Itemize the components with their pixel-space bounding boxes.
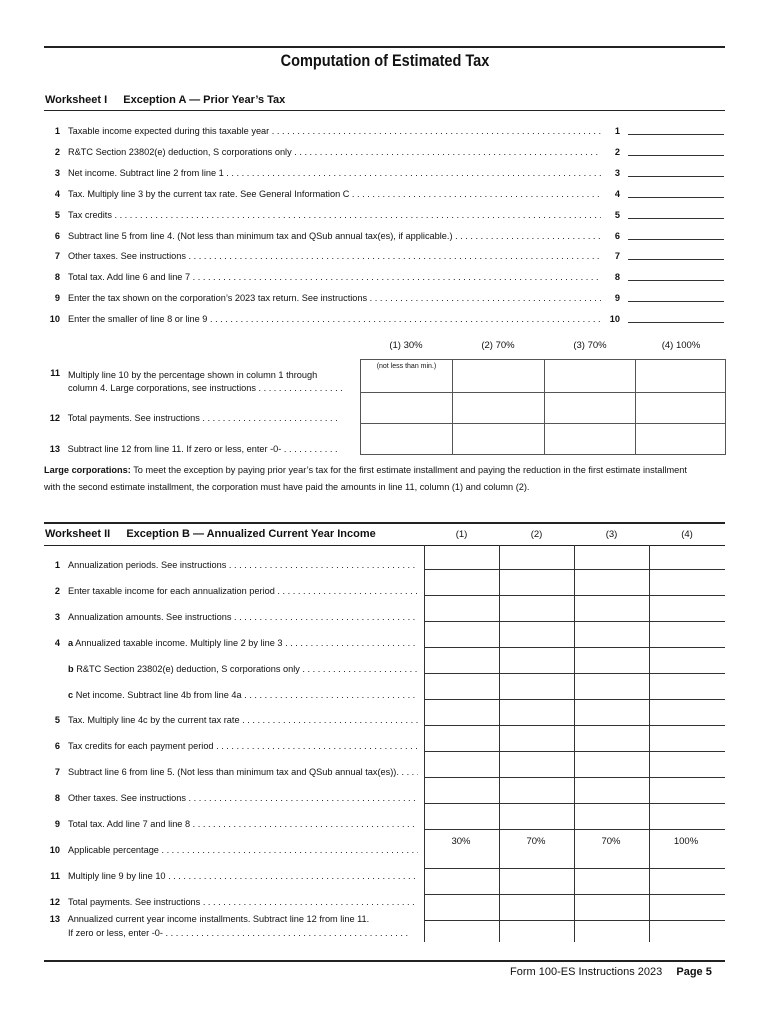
line-amount-field[interactable] xyxy=(628,176,724,177)
line-number: 5 xyxy=(54,210,60,220)
ws1-line11: 11 xyxy=(50,368,60,378)
line-number: 1 xyxy=(54,126,60,136)
ws2-row-rule xyxy=(424,725,725,726)
ws2-col-divider xyxy=(499,545,500,942)
ws2-line13: 13 Annualized current year income installments. Subtract line 12 from line 11. xyxy=(49,914,370,924)
ws1-line-9 xyxy=(46,291,726,305)
line-text: Subtract line 6 from line 5. (Not less than minimum tax and QSub annual tax(es)). . . . xyxy=(68,767,418,777)
worksheet-1-title: Exception A — Prior Year’s Tax xyxy=(123,94,286,106)
line-number: 9 xyxy=(54,819,60,829)
line-ref: 3 xyxy=(614,168,620,178)
line-number: 8 xyxy=(54,272,60,282)
footer xyxy=(510,966,712,978)
line-text: Enter taxable income for each annualization period . . . xyxy=(68,586,418,596)
footer-rule xyxy=(44,960,725,962)
line-number: 1 xyxy=(54,560,60,570)
ws2-line-11 xyxy=(46,818,418,831)
line-text: Subtract line 5 from line 4. (Not less than minimum tax and QSub annual tax(es), if applicable.) . . . xyxy=(68,229,601,243)
line-text: Annualization periods. See instructions . . . xyxy=(68,560,418,570)
ws2-line-7 xyxy=(46,714,418,727)
line-number: 9 xyxy=(54,293,60,303)
ws1-line-10 xyxy=(46,312,726,326)
ws1-line11-col1[interactable] xyxy=(361,360,453,393)
line-number: 6 xyxy=(54,741,60,751)
line-text: Multiply line 9 by line 10 . . . xyxy=(68,871,418,881)
line-text: Net income. Subtract line 4b from line 4a . . . xyxy=(76,690,418,700)
line-sub-letter: a xyxy=(68,638,74,648)
ws2-pct-col2: 70% xyxy=(526,836,546,847)
footer-form: Form 100-ES Instructions 2023 xyxy=(510,966,663,978)
line-text: Other taxes. See instructions . . . xyxy=(68,249,601,263)
line-number: 3 xyxy=(54,168,60,178)
ws2-line-2 xyxy=(46,585,418,598)
line-number: 6 xyxy=(54,231,60,241)
worksheet-2-top-rule xyxy=(44,522,725,524)
ws1-line11-col2[interactable] xyxy=(452,360,544,393)
line-number: 4 xyxy=(54,189,60,199)
ws1-line-5 xyxy=(46,208,726,222)
line-amount-field[interactable] xyxy=(628,134,724,135)
line-text: Enter the tax shown on the corporation’s 2023 tax return. See instructions . . . xyxy=(68,291,601,305)
page-title: Computation of Estimated Tax xyxy=(280,52,490,70)
ws2-col-header-2: (2) xyxy=(530,529,543,540)
ws2-col-header-4: (4) xyxy=(681,529,693,540)
ws2-row-rule xyxy=(424,868,725,869)
line-number: 12 xyxy=(49,897,60,907)
ws2-line-5 xyxy=(46,663,418,676)
top-rule xyxy=(44,46,725,48)
ws2-line-1 xyxy=(46,559,418,572)
ws1-line13-col1[interactable] xyxy=(361,424,453,455)
line-ref: 4 xyxy=(614,189,620,199)
ws2-row-rule xyxy=(424,803,725,804)
ws1-line-7 xyxy=(46,249,726,263)
min-tax-note: (not less than min.) xyxy=(376,363,437,370)
ws1-line11-col4[interactable] xyxy=(636,360,726,393)
ws2-line-8 xyxy=(46,740,418,753)
line-amount-field[interactable] xyxy=(628,280,724,281)
ws2-row-rule xyxy=(424,829,725,830)
ws2-pct-col3: 70% xyxy=(601,836,621,847)
ws2-row-rule xyxy=(424,569,725,570)
line-number: 10 xyxy=(49,314,60,324)
ws2-row-rule xyxy=(424,920,725,921)
ws2-line-3 xyxy=(46,611,418,624)
ws2-row-rule xyxy=(424,673,725,674)
line-number: 3 xyxy=(54,612,60,622)
ws2-row-rule xyxy=(424,595,725,596)
line-number: 7 xyxy=(54,251,60,261)
line-text: Applicable percentage . . . xyxy=(68,845,418,855)
ws2-col-header-3: (3) xyxy=(605,529,618,540)
line-text: Net income. Subtract line 2 from line 1 . . . xyxy=(68,166,601,180)
line-amount-field[interactable] xyxy=(628,218,724,219)
line-amount-field[interactable] xyxy=(628,239,724,240)
ws1-line-2 xyxy=(46,145,726,159)
line-number: 8 xyxy=(54,793,60,803)
line-ref: 1 xyxy=(614,126,620,136)
line-text: Total tax. Add line 7 and line 8 . . . xyxy=(68,819,418,829)
large-corporations-note: Large corporations: To meet the exception by paying prior year’s tax for the first estimate installment and paying the reduction in the first estimate installment xyxy=(44,465,687,475)
ws2-line-14 xyxy=(46,896,418,909)
line-ref: 8 xyxy=(614,272,620,282)
worksheet-2-header-rule xyxy=(44,545,725,546)
line-ref: 9 xyxy=(614,293,620,303)
ws1-line11-text-a: Multiply line 10 by the percentage shown in column 1 through xyxy=(68,370,318,380)
ws1-line-8 xyxy=(46,270,726,284)
line-amount-field[interactable] xyxy=(628,322,724,323)
ws1-line-6 xyxy=(46,229,726,243)
line-ref: 6 xyxy=(614,231,620,241)
line-text: R&TC Section 23802(e) deduction, S corporations only . . . xyxy=(68,145,601,159)
ws2-row-rule xyxy=(424,699,725,700)
line-sub-letter: b xyxy=(68,664,74,674)
ws2-row-rule xyxy=(424,621,725,622)
worksheet-2-title: Exception B — Annualized Current Year Income xyxy=(126,528,376,540)
worksheet-1-grid xyxy=(360,359,726,455)
ws2-row-rule xyxy=(424,647,725,648)
line-ref: 7 xyxy=(614,251,620,261)
ws1-line11-text-b: column 4. Large corporations, see instructions . . . . . . . . . . . . . . . . . xyxy=(68,383,343,393)
ws1-col-header-2: (2) 70% xyxy=(481,340,515,351)
line-text: R&TC Section 23802(e) deduction, S corporations only . . . xyxy=(76,664,418,674)
ws1-line-4 xyxy=(46,187,726,201)
line-number: 2 xyxy=(54,147,60,157)
ws2-pct-col4: 100% xyxy=(673,836,699,847)
footer-page: Page 5 xyxy=(676,966,712,978)
line-text: Annualized taxable income. Multiply line 2 by line 3 . . . xyxy=(75,638,418,648)
line-text: Tax. Multiply line 4c by the current tax rate . . . xyxy=(68,715,418,725)
worksheet-1-heading xyxy=(45,94,285,106)
ws1-line13-col3[interactable] xyxy=(544,424,636,455)
worksheet-1-label: Worksheet I xyxy=(45,94,108,106)
ws1-col-header-3: (3) 70% xyxy=(573,340,607,351)
line-text: Enter the smaller of line 8 or line 9 . . . xyxy=(68,312,601,326)
ws1-line12-col4[interactable] xyxy=(636,393,726,424)
ws2-col-divider xyxy=(574,545,575,942)
worksheet-1-rule xyxy=(44,110,725,111)
line-ref: 5 xyxy=(614,210,620,220)
ws2-row-rule xyxy=(424,751,725,752)
ws2-line-10 xyxy=(46,792,418,805)
ws2-row-rule xyxy=(424,894,725,895)
large-corporations-note-2: with the second estimate installment, the corporation must have paid the amounts in line 11, column (1) and column (2). xyxy=(44,482,530,492)
ws2-line-9 xyxy=(46,766,418,779)
line-number: 7 xyxy=(54,767,60,777)
line-amount-field[interactable] xyxy=(628,259,724,260)
ws1-line12-col2[interactable] xyxy=(452,393,544,424)
ws2-line-12 xyxy=(46,844,418,857)
line-amount-field[interactable] xyxy=(628,197,724,198)
line-number: 2 xyxy=(54,586,60,596)
ws2-row-rule xyxy=(424,777,725,778)
ws1-line13-col2[interactable] xyxy=(452,424,544,455)
ws1-line-1 xyxy=(46,124,726,138)
ws1-line12-col1[interactable] xyxy=(361,393,453,424)
ws2-line-13 xyxy=(46,870,418,883)
ws2-col-header-1: (1) xyxy=(455,529,468,540)
ws1-line12: 12 Total payments. See instructions . . . . . . . . . . . . . . . . . . . . . . . . . . . xyxy=(49,413,338,423)
ws2-col-divider xyxy=(424,545,425,942)
line-ref: 10 xyxy=(609,314,620,324)
line-text: Annualization amounts. See instructions . . . xyxy=(68,612,418,622)
ws1-col-header-1: (1) 30% xyxy=(389,340,423,351)
ws2-line-4 xyxy=(46,637,418,650)
line-amount-field[interactable] xyxy=(628,155,724,156)
ws1-line13: 13 Subtract line 12 from line 11. If zero or less, enter -0- . . . . . . . . . . . xyxy=(49,444,338,454)
ws2-col-divider xyxy=(649,545,650,942)
line-number: 4 xyxy=(54,638,60,648)
line-text: Tax. Multiply line 3 by the current tax rate. See General Information C . . . xyxy=(68,187,601,201)
ws1-line11-col3[interactable] xyxy=(544,360,636,393)
worksheet-2-heading xyxy=(45,528,376,540)
line-text: Other taxes. See instructions . . . xyxy=(68,793,418,803)
line-amount-field[interactable] xyxy=(628,301,724,302)
line-number: 10 xyxy=(49,845,60,855)
line-number: 5 xyxy=(54,715,60,725)
ws1-col-header-4: (4) 100% xyxy=(661,340,701,351)
line-text: Total payments. See instructions . . . xyxy=(68,897,418,907)
ws1-line-3 xyxy=(46,166,726,180)
ws2-line13-b: If zero or less, enter -0- . . . . . . . . . . . . . . . . . . . . . . . . . . . . . . . . . . . . . . . . . . . . . . . . xyxy=(68,928,409,938)
line-ref: 2 xyxy=(614,147,620,157)
line-text: Total tax. Add line 6 and line 7 . . . xyxy=(68,270,601,284)
line-sub-letter: c xyxy=(68,690,74,700)
worksheet-2-label: Worksheet II xyxy=(45,528,111,540)
ws2-pct-col1: 30% xyxy=(451,836,471,847)
ws1-line12-col3[interactable] xyxy=(544,393,636,424)
line-number: 11 xyxy=(50,871,60,881)
ws2-line-6 xyxy=(46,689,418,702)
line-text: Taxable income expected during this taxable year . . . xyxy=(68,124,601,138)
line-text: Tax credits for each payment period . . . xyxy=(68,741,418,751)
line-text: Tax credits . . . xyxy=(68,208,601,222)
ws1-line13-col4[interactable] xyxy=(636,424,726,455)
